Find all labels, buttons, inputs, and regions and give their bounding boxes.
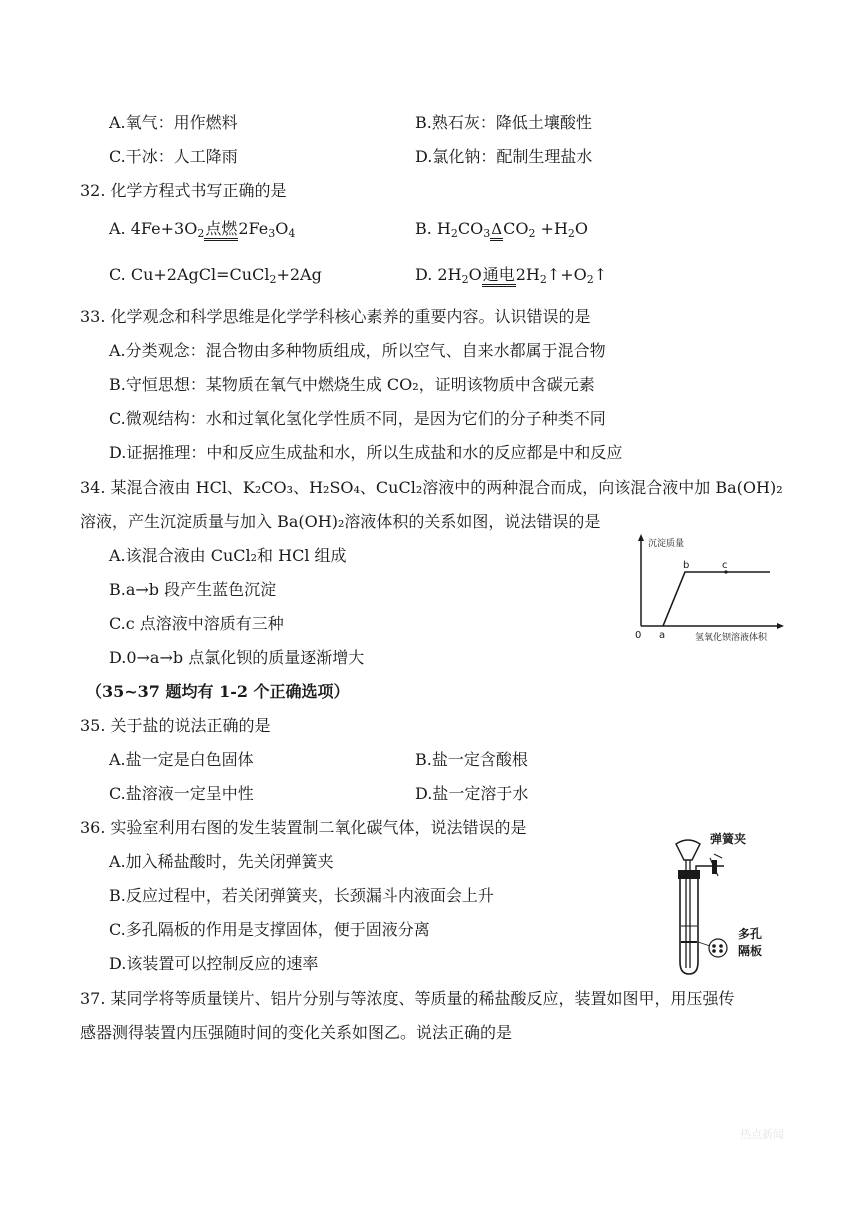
q37-stem-line1: 37. 某同学将等质量镁片、铝片分别与等浓度、等质量的稀盐酸反应，装置如图甲，用压强传 [80,989,735,1008]
q34-option-d: D.0→a→b 点氯化钡的质量逐渐增大 [109,648,365,667]
label-plate: 隔板 [738,944,763,958]
label-spring-clip: 弹簧夹 [710,832,747,846]
watermark: 热点新闻 [740,1128,784,1141]
label-porous: 多孔 [738,927,763,941]
q33-option-b: B.守恒思想：某物质在氧气中燃烧生成 CO₂，证明该物质中含碳元素 [109,375,595,394]
precipitate-chart [628,534,788,644]
plate-pointer [698,942,710,946]
q31-option-a: A.氧气：用作燃料 [109,113,238,132]
q31-option-b: B.熟石灰：降低土壤酸性 [415,113,592,132]
q37-stem-line2: 感器测得装置内压强随时间的变化关系如图乙。说法正确的是 [80,1023,513,1042]
x-axis-arrow [777,623,784,629]
q32-option-a: A. $4Fe+3O_2$点燃$2Fe_3O_4$ [109,219,296,240]
point-a-label: a [659,630,666,641]
condition-ignite: 点燃 [204,219,238,241]
gas-generator-apparatus [658,830,788,980]
q32-stem: 32. 化学方程式书写正确的是 [80,181,287,200]
q33-stem: 33. 化学观念和科学思维是化学学科核心素养的重要内容。认识错误的是 [80,307,591,326]
y-axis-label: 沉淀质量 [648,539,685,549]
section-note: （35~37 题均有 1-2 个正确选项） [86,682,350,701]
q34-stem-line2: 溶液，产生沉淀质量与加入 Ba(OH)₂溶液体积的关系如图，说法错误的是 [80,512,601,531]
q32-option-d: D. $2H_2O$通电$2H_2↑+O_2↑$ [415,265,608,286]
q36-option-a: A.加入稀盐酸时，先关闭弹簧夹 [109,852,334,871]
delivery-tube [696,866,724,874]
q36-option-c: C.多孔隔板的作用是支撑固体，便于固液分离 [109,920,430,939]
q35-stem: 35. 关于盐的说法正确的是 [80,716,271,735]
q31-option-c: C.干冰：人工降雨 [109,147,238,166]
funnel-bowl [676,840,700,860]
condition-electrolysis: 通电 [482,265,516,287]
q34-stem-line1: 34. 某混合液由 HCl、K₂CO₃、H₂SO₄、CuCl₂溶液中的两种混合而成，向该混合液中加 Ba(OH)₂ [80,478,783,497]
origin-label: 0 [635,630,642,641]
stopper [678,870,700,879]
q32-option-c: C. Cu+2AgCl=CuCl$_2$+2Ag [109,265,322,286]
q34-option-a: A.该混合液由 CuCl₂和 HCl 组成 [109,546,347,565]
q35-option-d: D.盐一定溶于水 [415,784,529,803]
q36-option-d: D.该装置可以控制反应的速率 [109,954,319,973]
condition-heat: Δ [490,220,503,241]
q34-option-c: C.c 点溶液中溶质有三种 [109,614,284,633]
q33-option-d: D.证据推理：中和反应生成盐和水，所以生成盐和水的反应都是中和反应 [109,443,623,462]
porous-plate-detail-icon [709,939,727,957]
q35-option-b: B.盐一定含酸根 [415,750,528,769]
q33-option-c: C.微观结构：水和过氧化氢化学性质不同，是因为它们的分子种类不同 [109,409,606,428]
q36-option-b: B.反应过程中，若关闭弹簧夹，长颈漏斗内液面会上升 [109,886,494,905]
precipitate-curve [663,572,770,626]
q35-option-c: C.盐溶液一定呈中性 [109,784,254,803]
q34-option-b: B.a→b 段产生蓝色沉淀 [109,580,277,599]
point-c-label: c [722,560,728,571]
x-axis-label: 氢氧化钡溶液体积 [695,633,768,643]
q31-option-d: D.氯化钠：配制生理盐水 [415,147,593,166]
q35-option-a: A.盐一定是白色固体 [109,750,254,769]
point-b-label: b [683,560,690,571]
q33-option-a: A.分类观念：混合物由多种物质组成，所以空气、自来水都属于混合物 [109,341,606,360]
q32-option-b: B. $H_2CO_3\Delta CO_2 +H_2O$ [415,219,589,240]
q36-stem: 36. 实验室利用右图的发生装置制二氧化碳气体，说法错误的是 [80,818,527,837]
